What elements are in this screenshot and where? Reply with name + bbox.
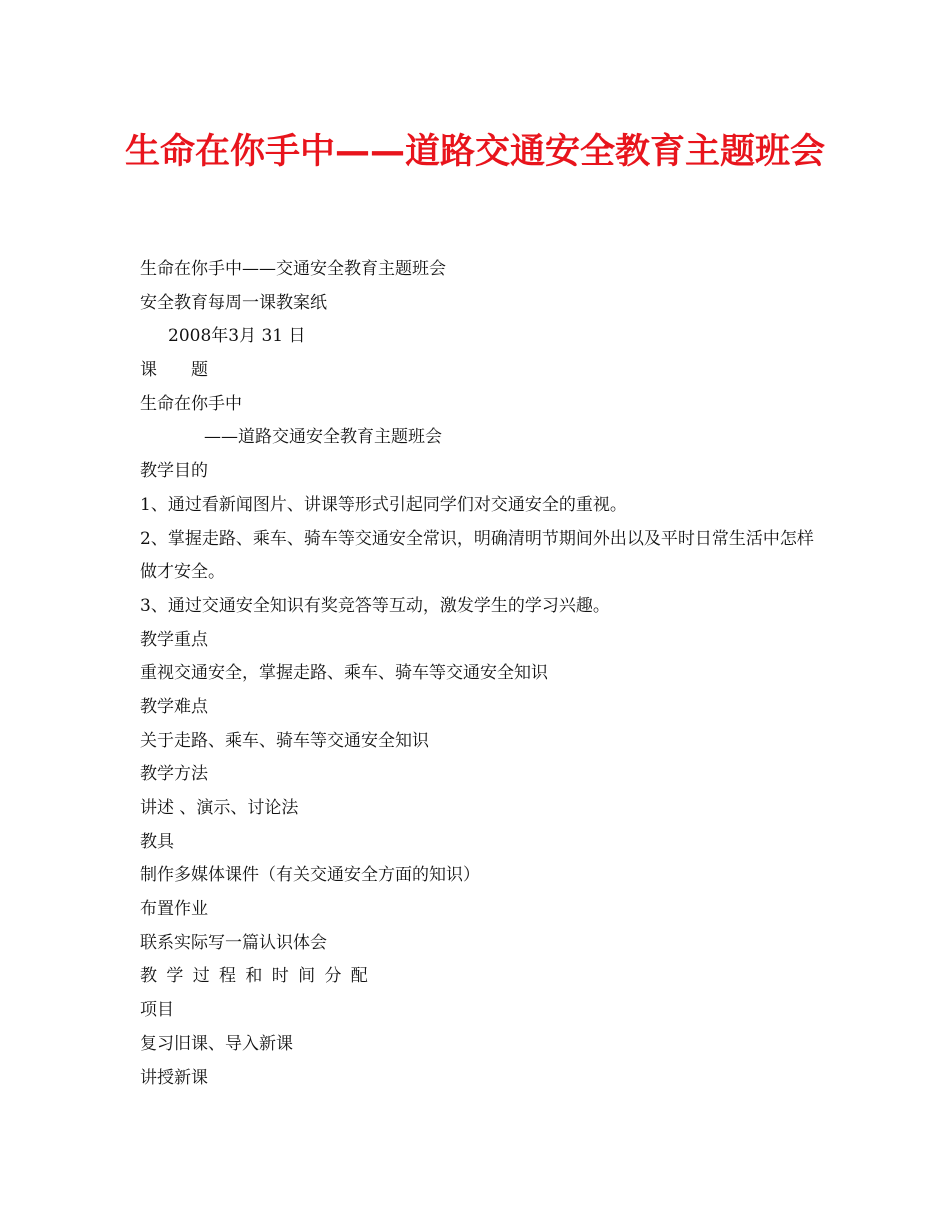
objective-item: 1、通过看新闻图片、讲课等形式引起同学们对交通安全的重视。 [140,494,627,515]
section-heading-objectives: 教学目的 [140,461,208,482]
document-title: 生命在你手中——道路交通安全教育主题班会 [124,132,825,172]
lesson-plan-label: 安全教育每周一课教案纸 [140,292,327,313]
section-heading-process: 教学过程和时间分配 [140,966,378,987]
objective-item: 3、通过交通安全知识有奖竞答等互动，激发学生的学习兴趣。 [140,595,610,616]
teaching-aids-text: 制作多媒体课件（有关交通安全方面的知识） [140,865,480,886]
topic-title: 生命在你手中 [140,393,242,414]
item-label: 项目 [140,1000,174,1021]
methods-text: 讲述 、演示、讨论法 [140,798,299,819]
document-body [140,253,820,1095]
subtitle-line: 生命在你手中——交通安全教育主题班会 [140,259,446,279]
section-heading-methods: 教学方法 [140,764,208,785]
key-points-text: 重视交通安全，掌握走路、乘车、骑车等交通安全知识 [140,663,548,684]
process-step: 复习旧课、导入新课 [140,1033,293,1054]
section-heading-key-points: 教学重点 [140,629,208,650]
topic-label: 课 题 [140,360,208,381]
section-heading-homework: 布置作业 [140,899,208,920]
topic-subtitle: ——道路交通安全教育主题班会 [204,427,442,448]
section-heading-difficulties: 教学难点 [140,696,208,717]
difficulties-text: 关于走路、乘车、骑车等交通安全知识 [140,730,429,751]
section-heading-teaching-aids: 教具 [140,831,174,852]
date-line: 2008年3月 31 日 [168,326,306,347]
objective-item: 2、掌握走路、乘车、骑车等交通安全常识，明确清明节期间外出以及平时日常生活中怎样做才安全。 [140,528,814,583]
process-step: 讲授新课 [140,1067,208,1088]
homework-text: 联系实际写一篇认识体会 [140,932,327,953]
